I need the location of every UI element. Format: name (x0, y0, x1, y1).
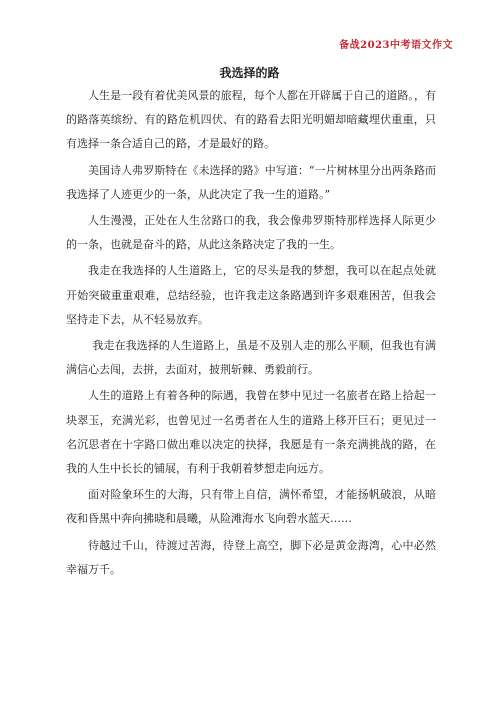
paragraph-5: 我走在我选择的人生道路上，虽是不及别人走的那么平顺，但我也有满满信心去闯，去拼，去面对，披荆斩棘、勇毅前行。 (66, 339, 436, 377)
paragraph-8: 待越过千山，待渡过苦海，待登上高空，脚下必是黄金海湾，心中必然幸福万千。 (66, 538, 436, 576)
paragraph-2: 美国诗人弗罗斯特在《未选择的路》中写道：“一片树林里分出两条路而我选择了人迹更少的一条，从此决定了我一生的道路。” (66, 163, 436, 201)
paragraph-1: 人生是一段有着优美风景的旅程，每个人都在开辟属于自己的道路。，有的路落英缤纷、有的路危机四伏、有的路看去阳光明媚却暗藏埋伏重重，只有选择一条合适自己的路，才是最好的路。 (66, 89, 436, 151)
paragraph-3: 人生漫漫，正处在人生岔路口的我，我会像弗罗斯特那样选择人际更少的一条，也就是奋斗的路，从此这条路决定了我的一生。 (66, 214, 436, 252)
paragraph-4: 我走在我选择的人生道路上，它的尽头是我的梦想，我可以在起点处就开始突破重重艰难，总结经验，也许我走这条路遇到许多艰难困苦，但我会坚持走下去，从不轻易放弃。 (66, 264, 436, 326)
header-tag: 备战2023中考语文作文 (339, 40, 453, 51)
paragraph-6: 人生的道路上有着各种的际遇，我曾在梦中见过一名旅者在路上拾起一块翠玉，充满光彩，也曾见过一名勇者在人生的道路上移开巨石；更见过一名沉思者在十字路口做出难以决定的抉择，我愿是有一条充满挑战的路，在我的人生中长长的铺展，有利于我朝着梦想走向远方。 (66, 389, 436, 476)
paragraph-7: 面对险象环生的大海，只有带上自信，满怀希望，才能扬帆破浪，从暗夜和昏黑中奔向拂晓和晨曦，从险滩海水飞向碧水蓝天…… (66, 488, 436, 526)
essay-body (66, 84, 436, 584)
page-title: 我选择的路 (219, 66, 280, 80)
